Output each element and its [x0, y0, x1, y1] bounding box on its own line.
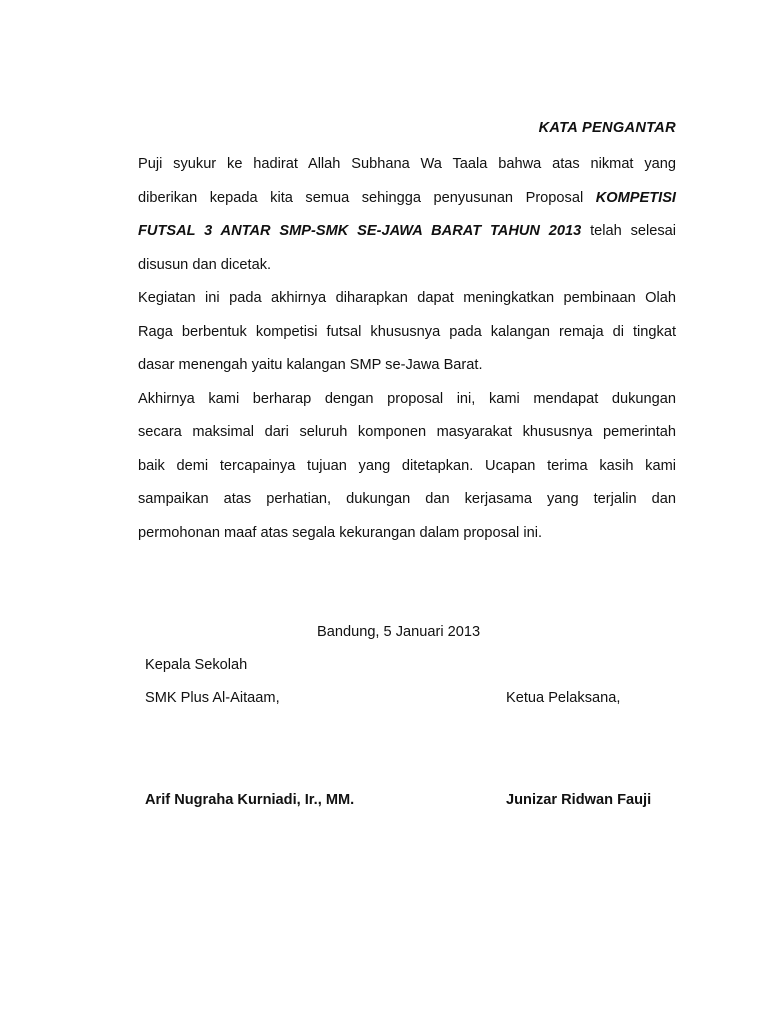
- paragraph-2-line-2: Raga berbentuk kompetisi futsal khususnya pada kalangan remaja di tingkat: [138, 323, 676, 340]
- document-body: [138, 148, 676, 550]
- paragraph-3-line-5: permohonan maaf atas segala kekurangan dalam proposal ini.: [138, 524, 543, 541]
- paragraph-1-line-2-text: diberikan kepada kita semua sehingga penyusunan Proposal: [138, 189, 596, 206]
- paragraph-3-line-1: Akhirnya kami berharap dengan proposal ini, kami mendapat dukungan: [138, 390, 676, 407]
- left-signatory-name: Arif Nugraha Kurniadi, Ir., MM.: [145, 792, 355, 808]
- document-heading: KATA PENGANTAR: [538, 120, 676, 136]
- proposal-title-part-1: KOMPETISI: [595, 189, 676, 206]
- paragraph-3-line-4: sampaikan atas perhatian, dukungan dan kerjasama yang terjalin dan: [138, 491, 676, 507]
- paragraph-1-line-2: [138, 182, 676, 216]
- paragraph-2-line-1: Kegiatan ini pada akhirnya diharapkan dapat meningkatkan pembinaan Olah: [138, 290, 676, 306]
- paragraph-3-line-2: secara maksimal dari seluruh komponen masyarakat khususnya pemerintah: [138, 424, 676, 440]
- left-signatory-title-2: SMK Plus Al-Aitaam,: [145, 690, 280, 706]
- left-signatory-title-1: Kepala Sekolah: [145, 657, 248, 673]
- paragraph-3-line-3: baik demi tercapainya tujuan yang ditetapkan. Ucapan terima kasih kami: [138, 457, 676, 474]
- paragraph-1-line-4: disusun dan dicetak.: [138, 256, 272, 273]
- paragraph-1-line-3: [138, 215, 676, 249]
- paragraph-1-line-3-text: telah selesai: [581, 223, 677, 239]
- proposal-title-part-2: FUTSAL 3 ANTAR SMP-SMK SE-JAWA BARAT TAHUN 2013: [138, 223, 582, 239]
- paragraph-1-line-1: Puji syukur ke hadirat Allah Subhana Wa Taala bahwa atas nikmat yang: [138, 156, 676, 172]
- right-signatory-name: Junizar Ridwan Fauji: [506, 792, 652, 808]
- place-date: Bandung, 5 Januari 2013: [317, 624, 481, 640]
- right-signatory-title: Ketua Pelaksana,: [506, 690, 621, 706]
- paragraph-2-line-3: dasar menengah yaitu kalangan SMP se-Jawa Barat.: [138, 357, 483, 373]
